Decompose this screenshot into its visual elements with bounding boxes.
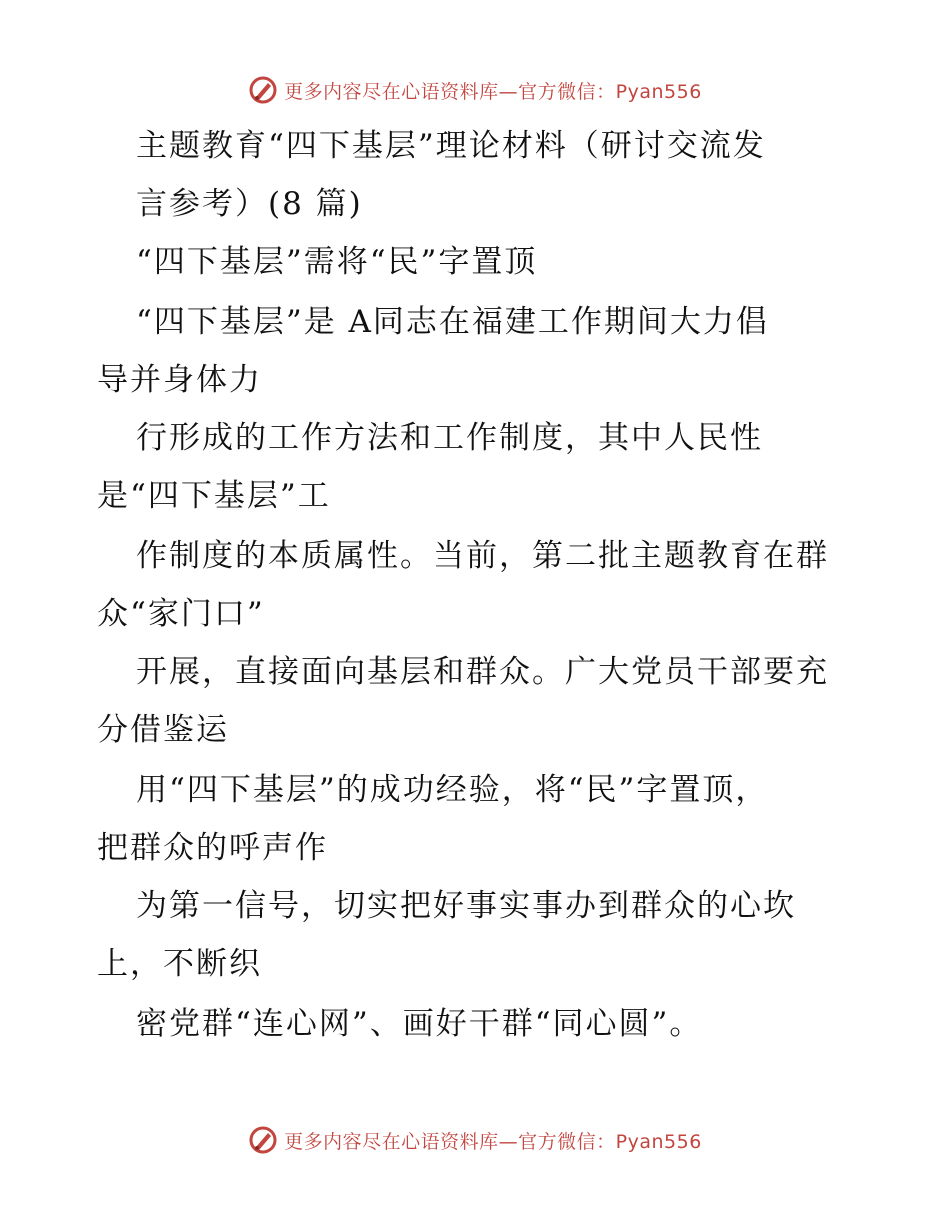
paragraph-line: 把群众的呼声作 bbox=[97, 830, 328, 866]
article-heading: “四下基层”需将“民”字置顶 bbox=[136, 244, 538, 280]
paragraph-line: 上，不断织 bbox=[97, 946, 262, 982]
paragraph-line: 作制度的本质属性。当前，第二批主题教育在群 bbox=[136, 538, 829, 574]
document-title-line-1: 主题教育“四下基层”理论材料（研讨交流发 bbox=[136, 128, 766, 164]
paragraph-line: 导并身体力 bbox=[97, 362, 262, 398]
paragraph-line: 是“四下基层”工 bbox=[97, 478, 331, 514]
document-title-line-2: 言参考）(8 篇) bbox=[136, 186, 363, 222]
brand-logo-icon bbox=[248, 1125, 278, 1155]
paragraph-line: 开展，直接面向基层和群众。广大党员干部要充 bbox=[136, 654, 829, 690]
paragraph-line: 为第一信号，切实把好事实事办到群众的心坎 bbox=[136, 888, 796, 924]
header-banner-text: 更多内容尽在心语资料库—官方微信：Pyan556 bbox=[284, 80, 702, 103]
paragraph-line: 用“四下基层”的成功经验，将“民”字置顶， bbox=[136, 772, 769, 808]
paragraph-line: 行形成的工作方法和工作制度，其中人民性 bbox=[136, 420, 763, 456]
paragraph-line: 众“家门口” bbox=[97, 596, 265, 632]
paragraph-line: 分借鉴运 bbox=[97, 712, 229, 748]
paragraph-line: “四下基层”是 A同志在福建工作期间大力倡 bbox=[136, 304, 769, 340]
footer-banner-text: 更多内容尽在心语资料库—官方微信：Pyan556 bbox=[284, 1130, 702, 1153]
paragraph-line: 密党群“连心网”、画好干群“同心圆”。 bbox=[136, 1006, 703, 1042]
brand-logo-icon bbox=[248, 75, 278, 105]
header-banner bbox=[0, 70, 950, 110]
footer-banner bbox=[0, 1120, 950, 1160]
